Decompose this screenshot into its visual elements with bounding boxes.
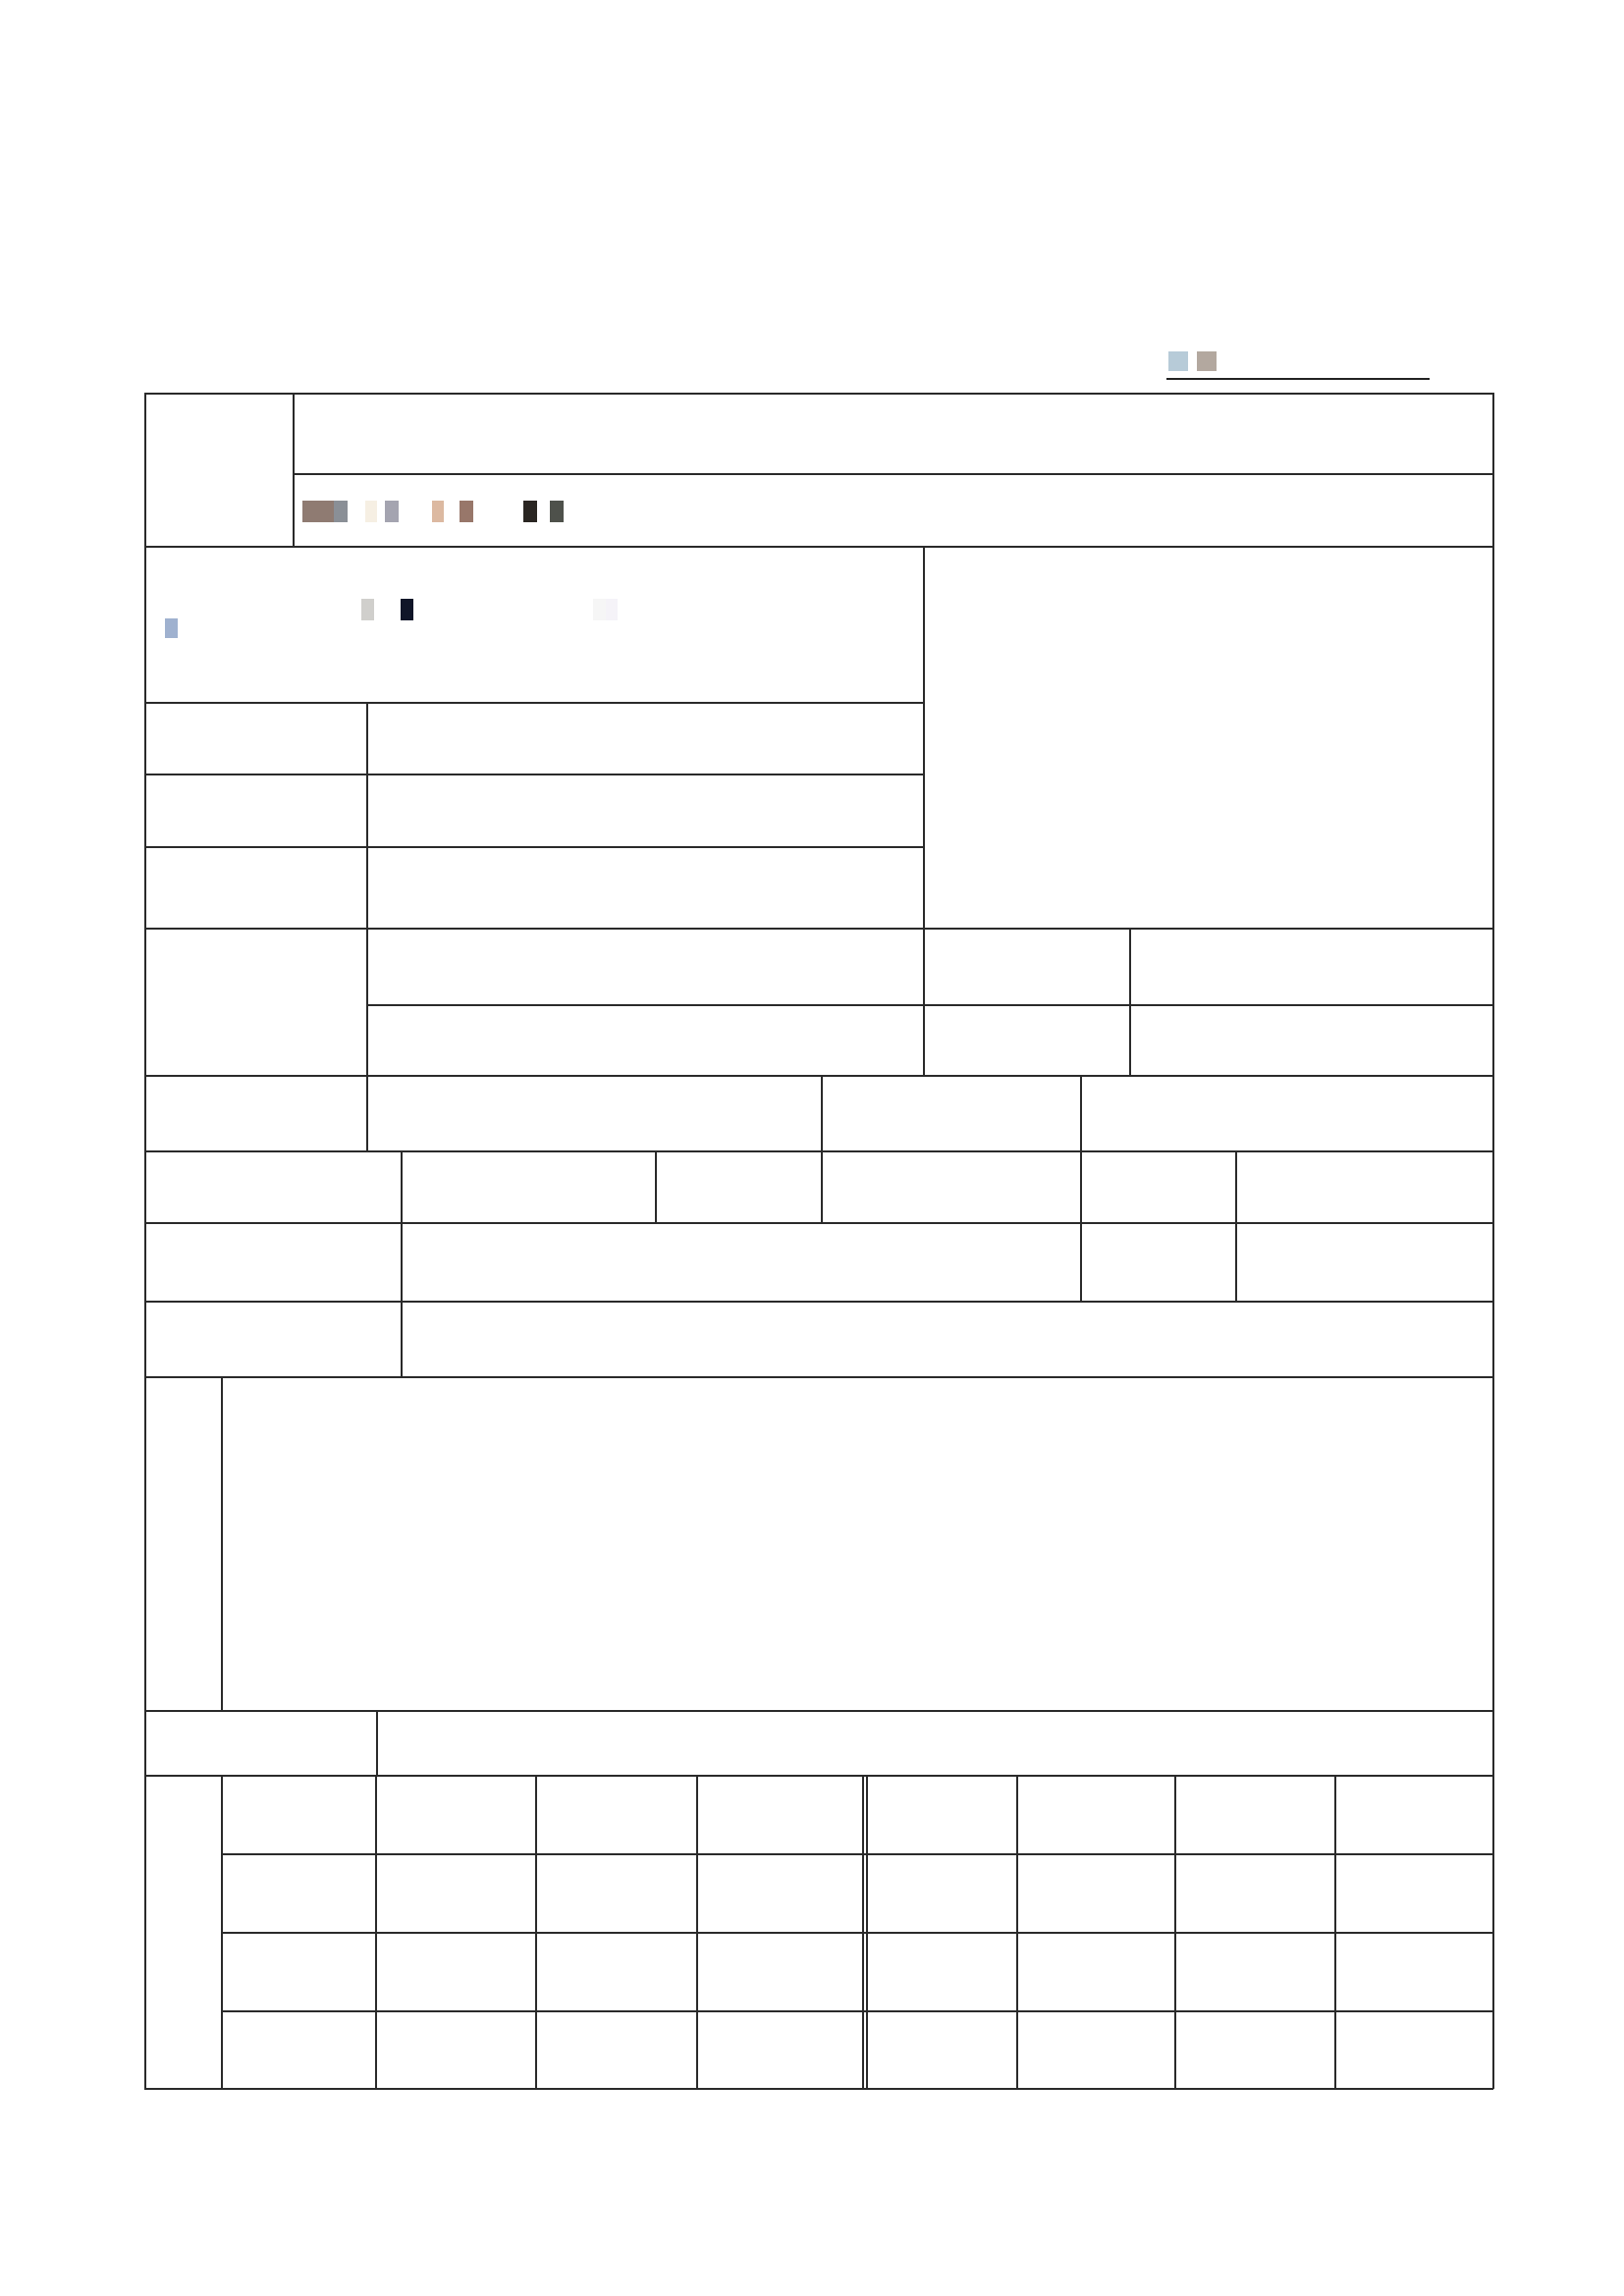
serial-value: [1166, 346, 1430, 380]
serial-number: [1166, 346, 1430, 380]
redacted-block: [1168, 351, 1188, 371]
redacted-block: [1197, 351, 1217, 371]
